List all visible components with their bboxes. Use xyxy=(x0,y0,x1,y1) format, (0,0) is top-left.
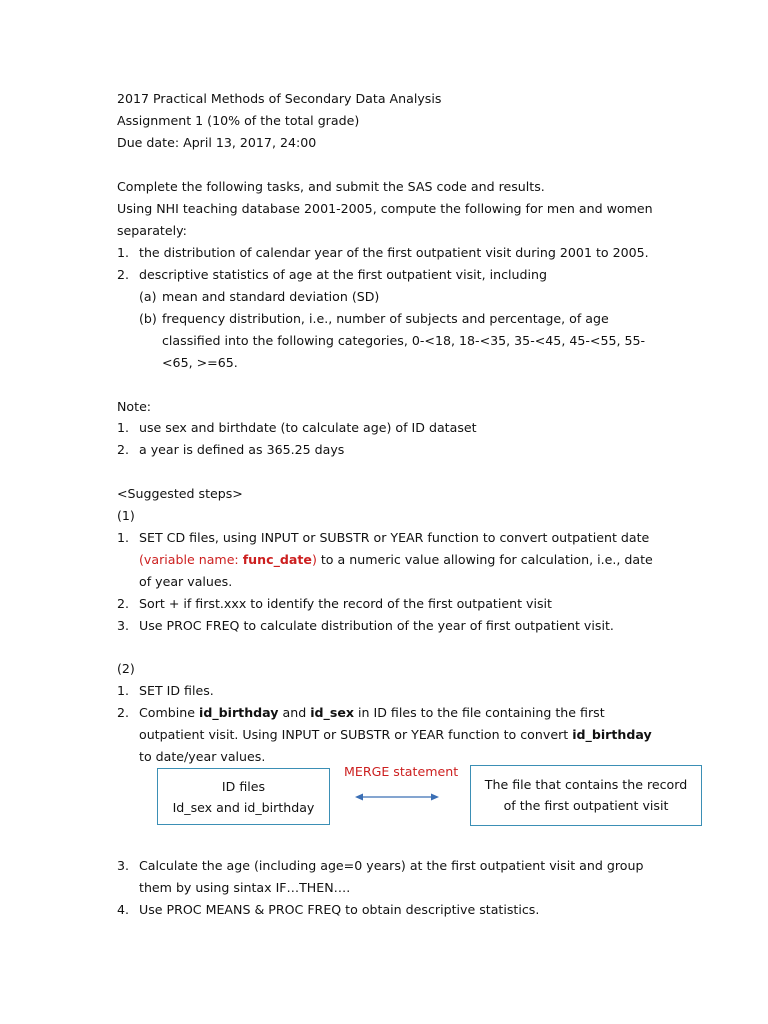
task-1-number: 1. xyxy=(117,245,130,260)
step-2-number: 2. xyxy=(117,596,130,611)
task-2b-line-2: classified into the following categories, 0-<18, 18-<35, 35-<45, 45-<55, 55- xyxy=(162,333,646,348)
step-1-line-3: of year values. xyxy=(139,574,233,589)
steps-heading: <Suggested steps> xyxy=(117,486,243,501)
task-2b-label: (b) xyxy=(139,311,157,326)
id-birthday-term: id_birthday xyxy=(199,705,279,720)
step-3-text: Use PROC FREQ to calculate distribution of the year of first outpatient visit. xyxy=(139,618,614,633)
first-visit-box-line-2: of the first outpatient visit xyxy=(503,798,669,813)
part-2-step-1-text: SET ID files. xyxy=(139,683,214,698)
part-2-step-2-line-3: to date/year values. xyxy=(139,749,266,764)
intro-line-2: Using NHI teaching database 2001-2005, compute the following for men and women xyxy=(117,201,653,216)
part-2-label: (2) xyxy=(117,661,135,676)
part-2-step-3-line-2: them by using sintax IF…THEN…. xyxy=(139,880,351,895)
double-arrow-icon xyxy=(355,789,439,805)
part-2-step-4-text: Use PROC MEANS & PROC FREQ to obtain descriptive statistics. xyxy=(139,902,540,917)
step-1-number: 1. xyxy=(117,530,130,545)
variable-name-label: (variable name: xyxy=(139,552,243,567)
id-files-box-line-1: ID files xyxy=(221,779,266,794)
note-1-number: 1. xyxy=(117,420,130,435)
task-2a-label: (a) xyxy=(139,289,157,304)
part-2-step-2-number: 2. xyxy=(117,705,130,720)
step-1-line-1: SET CD files, using INPUT or SUBSTR or YEAR function to convert outpatient date xyxy=(139,530,650,545)
step-1-line-2 xyxy=(139,552,653,568)
intro-line-3: separately: xyxy=(117,223,187,238)
assignment-line: Assignment 1 (10% of the total grade) xyxy=(117,113,360,128)
first-visit-file-box xyxy=(470,765,702,826)
id-files-box xyxy=(157,768,330,825)
task-2a-text: mean and standard deviation (SD) xyxy=(162,289,380,304)
id-files-box-line-2: Id_sex and id_birthday xyxy=(172,800,315,815)
step-3-number: 3. xyxy=(117,618,130,633)
part-2-step-3-line-1: Calculate the age (including age=0 years) at the first outpatient visit and group xyxy=(139,858,644,873)
and-text: and xyxy=(278,705,311,720)
note-2-text: a year is defined as 365.25 days xyxy=(139,442,345,457)
part-2-step-4-number: 4. xyxy=(117,902,130,917)
intro-line-1: Complete the following tasks, and submit the SAS code and results. xyxy=(117,179,545,194)
task-2b-line-3: <65, >=65. xyxy=(162,355,238,370)
combine-rest: in ID files to the file containing the first xyxy=(354,705,605,720)
step-1-line-2-rest: to a numeric value allowing for calculation, i.e., date xyxy=(316,552,653,567)
id-birthday-term-2: id_birthday xyxy=(572,727,652,742)
note-heading: Note: xyxy=(117,399,152,414)
note-1-text: use sex and birthdate (to calculate age) of ID dataset xyxy=(139,420,477,435)
merge-statement-label: MERGE statement xyxy=(344,764,459,779)
part-2-step-3-number: 3. xyxy=(117,858,130,873)
task-2-number: 2. xyxy=(117,267,130,282)
task-1-text: the distribution of calendar year of the first outpatient visit during 2001 to 2005. xyxy=(139,245,649,260)
part-2-step-2-line-1 xyxy=(139,705,605,721)
variable-name-close: ) xyxy=(311,552,317,567)
combine-text: Combine xyxy=(139,705,199,720)
convert-text: outpatient visit. Using INPUT or SUBSTR or YEAR function to convert xyxy=(139,727,573,742)
id-sex-term: id_sex xyxy=(310,705,354,720)
part-2-step-2-line-2 xyxy=(139,727,652,743)
task-2-text: descriptive statistics of age at the first outpatient visit, including xyxy=(139,267,547,282)
doc-title: 2017 Practical Methods of Secondary Data Analysis xyxy=(117,91,442,106)
note-2-number: 2. xyxy=(117,442,130,457)
part-1-label: (1) xyxy=(117,508,135,523)
step-2-text: Sort + if first.xxx to identify the record of the first outpatient visit xyxy=(139,596,552,611)
due-date: Due date: April 13, 2017, 24:00 xyxy=(117,135,317,150)
part-2-step-1-number: 1. xyxy=(117,683,130,698)
first-visit-box-line-1: The file that contains the record xyxy=(484,777,688,792)
variable-name-value: func_date xyxy=(242,552,312,567)
task-2b-line-1: frequency distribution, i.e., number of subjects and percentage, of age xyxy=(162,311,609,326)
